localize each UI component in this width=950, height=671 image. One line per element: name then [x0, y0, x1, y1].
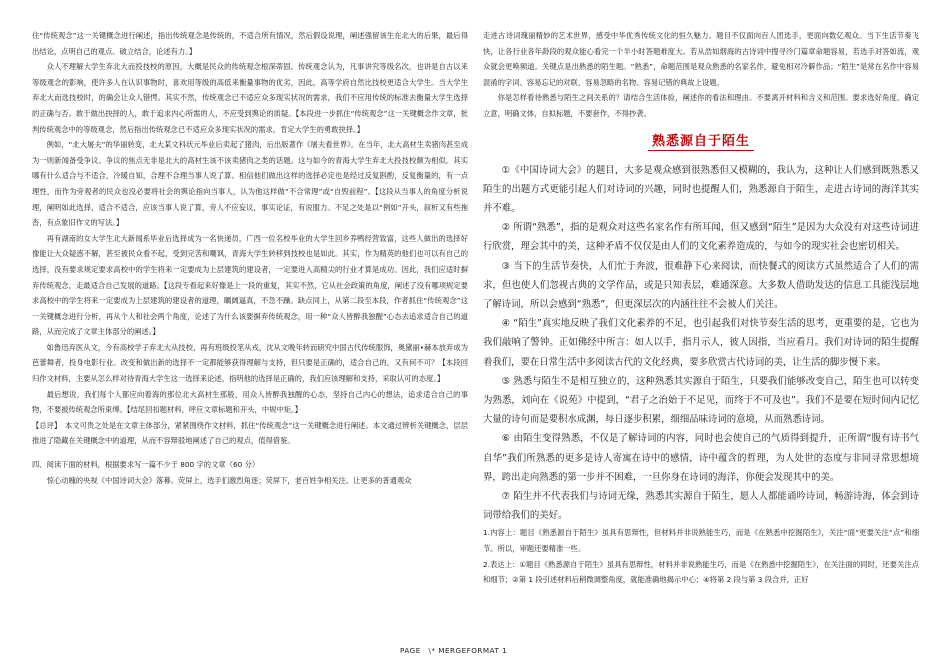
essay-paragraph-1: ①《中国诗词大会》的题目，大多是观众感到很熟悉但又模糊的，我认为，这种让人们感到既熟悉又陌生的出题方式更能引起人们对诗词的兴趣，同时也提醒人们，熟悉源自于陌生，走进古诗词的海洋其实并不难。 — [483, 164, 919, 214]
right-paragraph-1: 走进古诗词瑰丽精妙的艺术世界，感受中华优秀传统文化的恒久魅力。题目不仅面向百人团选手，更面向数亿观众。当下生活节奏飞快，让各行业各年龄段的观众能心看完一个半小时答题难度大。若从浩如烟海的古诗词中搜寻冷门篇章命题容易，若选手对答如流，观众就会更唤频道。关键点是出熟悉的陌生题。“熟悉”，命题范围是观众熟悉的名家名作，避免相对冷僻作品；“陌生”是常在名作中容易混淆的字词、容易忘记的对联、容易忽略的名物、容易记错的典故上设题。 — [483, 31, 919, 87]
essay-paragraph-2: ② 所谓“熟悉”，指的是观众对这些名家名作有所耳闻，但又感到“陌生”是因为大众没有对这些诗词进行欣赏，理会其中的美，这种矛盾不仅仅是由人们的文化素养造成的，与如今的现实社会也密切相关。 — [483, 222, 919, 253]
left-paragraph-2: 众人不理解大学生弃北大而投技校的原因，大概是民众的传统观念根深蒂固。传统观念认为，凡事讲究等级名次，也讲是自古以来等级观念的影响，使许多人在认识事物时，喜欢用等级的高低来衡量事物的优劣，因此，高等学府自然比技校更适合大学生。当大学生弃北大而选技校时，的确会让众人错愕。其实不然，传统观念已不适应众多现实状况的需求，我们不应用传统的标准去衡量大学生选择的正确与否。敢于做出抉择的人，敢于追求内心所需的人，不应受到舆论的质疑。【本段进一步抓住“传统观念”这一关键概念作文章，批判传统观念中的等级观念，然后指出传统观念已不适应众多现实状况的需求，肯定大学生的勇敢抉择。】 — [32, 62, 468, 134]
left-paragraph-1: 住“传统观念”这一关键概念进行阐述，指出传统观念是传统的，不适合所有情况，然后假设说理，阐述强留该生在北大的后果，最后得出结论，点明自己的观点。破立结合，论述有力。】 — [32, 31, 468, 56]
essay-paragraph-3: ③ 当下的生活节奏快，人们忙于奔波，很难静下心来阅读，而快餐式的阅读方式虽然适合了人们的需求，但也使人们忽视古典的文学作品，或是只知表层，难通深意。大多数人借助发达的信息工具能浅层地了解诗词，所以会感到“熟悉”，但更深层次的内涵往往不会被人们关注。 — [483, 260, 919, 310]
essay-title-wrap — [483, 130, 919, 151]
essay-paragraph-5: ⑤ 熟悉与陌生不是相互独立的，这种熟悉其实源自于陌生，只要我们能够改变自己，陌生也可以转变为熟悉，刘向在《说苑》中提到，“君子之治始于不足见，而终于不可及也”。我们不是要在短时间内记忆大量的诗句而是要积水成渊，每日逐步积累，细细品味诗词的意境，从而熟悉诗词。 — [483, 375, 919, 426]
essay-paragraph-4: ④ “陌生”真实地反映了我们文化素养的不足，也引起我们对快节奏生活的思考，更重要的是，它也为我们敲响了警钟。正如佛经中所言：如人以手，指月示人，彼人因指，当应看月。我们对诗词的陌生提醒着我们，要在日常生活中多阅读古代的文化经典，要多欣赏古代诗词的美，让生活的脚步慢下来。 — [483, 318, 919, 368]
spacer — [32, 449, 468, 457]
left-paragraph-3: 例如，“北大屠夫”的华丽转变，北大某文科状元毕业后卖起了猪肉，后出版著作《屠夫看世界》。在当年，北大高材生卖猪肉甚至成为一则新闻备受争议。争议的焦点无非是北大的高材生该不该卖猪肉之类的话题。这与如今的青海大学生弃北大投技校颇为相似。其实哪有什么适合与不适合，冷暖自知，合理不合理当事人说了算。相信他们做出这样的选择必定也是经过反复斟酌，反复衡量的，有一点理性，而作为旁观者的民众也没必要将社会的舆论指向当事人，认为他这样做“不合常理”或“自毁前程”。【这段从当事人的角度分析说理，阐明如此选择，适合不适合，应该当事人说了算，旁人不应妄议，事实论证，有说服力。不足之处是以“例如”开头，叙析又有些拖沓，有点象旧作文的写法。】 — [32, 140, 468, 228]
question-four-heading: 四、阅读下面的材料，根据要求写一篇不少于 800 字的文章（60 分） — [32, 460, 260, 470]
essay-title: 熟悉源自于陌生 — [648, 130, 754, 151]
left-paragraph-4: 再有湖南的女大学生北大新闻系毕业后选择成为一名快递员，广西一位名校毕业的大学生回乡养鸭经营致富，这些人做出的选择好像能让大众疑惑不解，甚至被民众看不起，受到完苦和嘲讽，青海大学生转移到技校也是如此。其实，作为精英的他们也可以有自己的选择，没有要求规定要求高校中的学生将来一定要成为上层建筑的建设者，一定要进入高精尖的行业才算是成功。因此，我们应适时摒弃传统观念，走最适合自己发展的道路。【这段专看起来好像是上一段的重复，其实不然，它从社会政策的角度，阐述了没有哪项规定要求高校中的学生将来一定要成为上层建筑的建设者的道理，瞩阔逼真，不急不躁。缺点同上，从第二段至本段，作者抓住“传统观念”这一关键概念进行分析，再从个人和社会两个角度，论述了为什么该要摒弃传统观念，用一种“众人皆醉我独醒”心态去追求适合自己的道路，从而完成了文章主体部分的阐述。】 — [32, 233, 468, 337]
essay-paragraph-6: ⑥ 由陌生变得熟悉，不仅是了解诗词的内容，同时也会使自己的气质得到提升，正所谓“腹有诗书气自华”我们所熟悉的更多是诗人寄寓在诗中的感情，诗中蕴含的哲理，为人处世的态度与非同寻常思想境界，跨出走向熟悉的第一步并不困难，一旦你身在诗词的海洋，你便会发现其中的美。 — [483, 433, 919, 483]
right-paragraph-2: 你是怎样看待熟悉与陌生之间关系的？请结合生活体验，阐述你的看法和理由。不要离开材料和含义和范围。要求选好角度，确定立意，明确文体，自拟标题，不要套作，不得抄袭。 — [483, 93, 919, 118]
right-column — [483, 28, 919, 588]
left-overall-comment: 【总评】 本文可贵之处是在文章主体部分，紧紧围绕作文材料，抓住“传统观念”这一关键概念进行阐述。本文通过辨析关键概念，层层推进了隐藏在关键概念中的道理，从而不容辩驳地阐述了自己的观点，值得借鉴。 — [32, 420, 468, 446]
comment-expression: 2.表达上：①题目《熟悉源自于陌生》虽具有思辩性，材料并非说熟能生巧，而是《在熟悉中挖掘陌生》，在关注面的同时，还要关注点和细节；②第 1 段引述材料后稍微调整角度，就能准确地揭示中心；④将第 2 段与第 3 段合并，正好 — [483, 559, 919, 585]
left-column — [32, 28, 468, 488]
essay-paragraph-7: ⑦ 陌生并不代表我们与诗词无缘，熟悉其实源自于陌生，愿人人都能诵吟诗词，畅游诗海，体会到诗词带给我们的美好。 — [483, 491, 919, 522]
page-footer: PAGE \* MERGEFORMAT 1 — [400, 646, 508, 655]
left-paragraph-6: 最后想说，我们每个人都应向着海的那位北大高材生那般，用众人皆醉我独醒的心态，坚持自己内心的想法，追求适合自己的事物，不要被传统观念所束缚。【结尾回扣题材料，呼应文章标题和开头，中规中矩。】 — [32, 389, 468, 415]
comment-content: 1.内容上：题目《熟悉源自于陌生》虽具有思辩性，但材料并非说熟能生巧，而是《在熟悉中挖掘陌生》，关注“面”更要关注“点”和细节。所以，审题还要精准一些。 — [483, 528, 919, 554]
left-paragraph-5: 如鲁迅弃医从文，今有高校学子弃北大从技校，再有班级投笔从戎，沈从文晚年转而研究中国古代传统服饰，奥黛丽•赫本放弃成为芭蕾舞者，投身电影行业。改变和做出新的选择不一定都能够获得理解与支持，但只要是正确的，适合自己的，又有何不可？【本段回归作文材料，主要从怎么样对待青海大学生这一选择来论述，指明他的选择是正确的，我们应该理解和支持，采取认可的态度。】 — [32, 342, 468, 384]
question-four-material: 惊心动魄的央视《中国诗词大会》落幕。荧屏上，选手们激烈角逐；荧屏下，老百姓争相关注。让更多的普通观众 — [46, 475, 412, 485]
